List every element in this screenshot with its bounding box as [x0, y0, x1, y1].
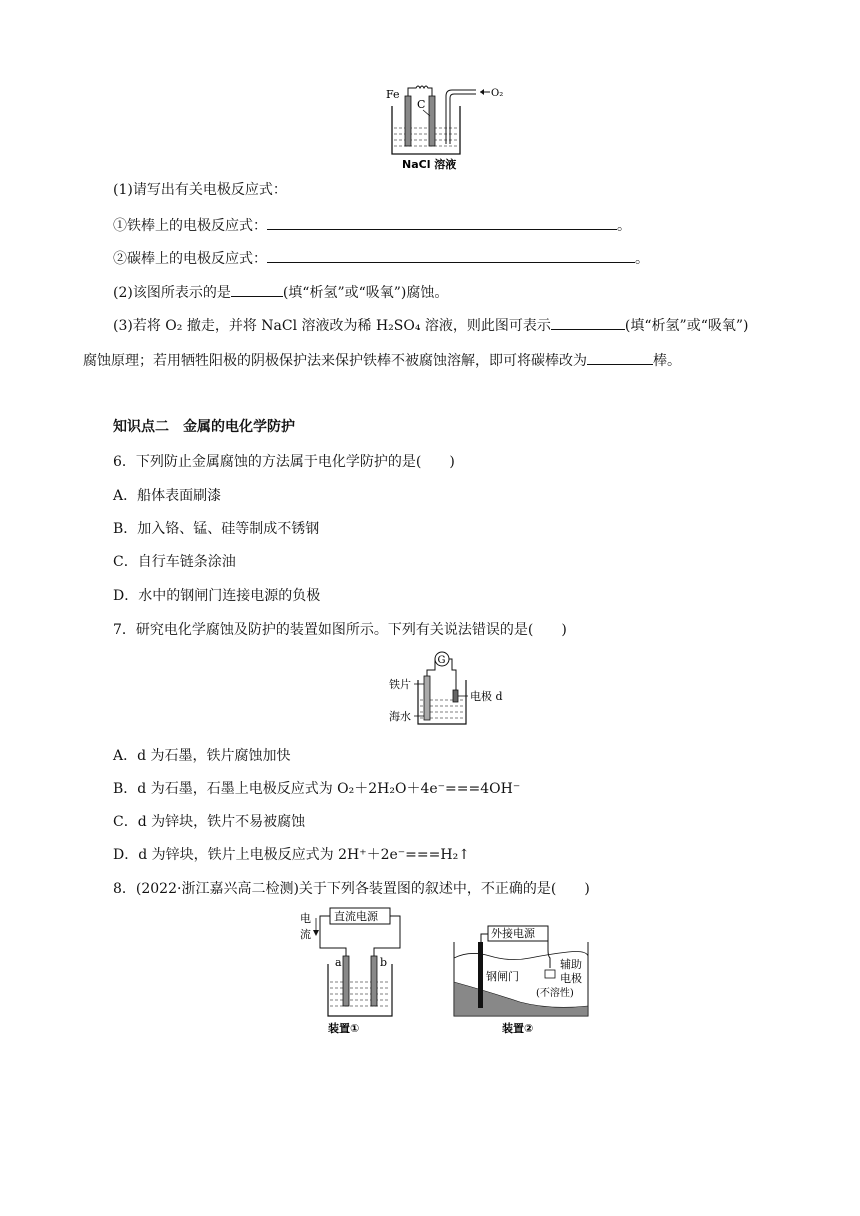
electrode-a-label: a: [335, 956, 342, 969]
part3-line2-suffix: 棒。: [653, 353, 681, 369]
q5-part2: [113, 282, 448, 303]
section-title: 知识点二 金属的电化学防护: [113, 419, 295, 435]
q5-iron-line: [113, 215, 631, 236]
q5-part3-line2: [83, 350, 681, 371]
gate-label: 钢闸门: [486, 970, 519, 983]
part3-answer-blank[interactable]: [551, 315, 625, 330]
part3-line2-prefix: 腐蚀原理；若用牺牲阳极的阴极保护法来保护铁棒不被腐蚀溶解，即可将碳棒改为: [83, 353, 587, 369]
aux-insoluble-label: (不溶性): [536, 988, 574, 999]
q7-option-d[interactable]: D．d 为锌块，铁片上电极反应式为 2H⁺＋2e⁻===H₂↑: [113, 847, 470, 863]
device1-figure: [298, 904, 418, 1036]
device2-power-label: 外接电源: [491, 927, 535, 940]
part2-suffix: (填“析氢”或“吸氧”)腐蚀。: [282, 285, 449, 301]
electrode-d-label: 电极 d: [470, 690, 503, 703]
part2-prefix: (2)该图所表示的是: [113, 285, 231, 301]
q7-stem: 7．研究电化学腐蚀及防护的装置如图所示。下列有关说法错误的是( ): [113, 622, 567, 638]
part3-prefix: (3)若将 O₂ 撤走，并将 NaCl 溶液改为稀 H₂SO₄ 溶液，则此图可表示: [113, 318, 551, 334]
q6-option-d[interactable]: D．水中的钢闸门连接电源的负极: [113, 588, 321, 604]
iron-plate-label: 铁片: [389, 678, 411, 691]
carbon-answer-blank[interactable]: [267, 248, 635, 263]
device1-power-label: 直流电源: [334, 910, 378, 923]
carbon-prefix: ②碳棒上的电极反应式：: [113, 251, 267, 267]
carbon-suffix: 。: [635, 251, 649, 267]
part2-answer-blank[interactable]: [231, 282, 283, 297]
galvanometer-label: G: [437, 655, 446, 666]
iron-answer-blank[interactable]: [267, 215, 617, 230]
q7-option-b[interactable]: B．d 为石墨，石墨上电极反应式为 O₂＋2H₂O＋4e⁻===4OH⁻: [113, 781, 521, 797]
device2-figure: [450, 922, 600, 1036]
q6-option-c[interactable]: C．自行车链条涂油: [113, 554, 236, 570]
electrode-b-label: b: [380, 956, 388, 969]
iron-prefix: ①铁棒上的电极反应式：: [113, 218, 267, 234]
fe-c-nacl-figure: [380, 84, 520, 176]
seawater-label: 海水: [389, 710, 411, 723]
q6-option-b[interactable]: B．加入铬、锰、硅等制成不锈钢: [113, 521, 320, 537]
q5-part3-line1: [113, 315, 748, 336]
device1-caption: 装置①: [328, 1022, 360, 1035]
iron-suffix: 。: [617, 218, 631, 234]
device1-current-label-1: 电: [300, 912, 311, 925]
device1-current-label-2: 流: [300, 928, 311, 941]
q5-part1: (1)请写出有关电极反应式：: [113, 182, 287, 198]
q6-option-a[interactable]: A．船体表面刷漆: [113, 488, 222, 504]
q8-stem: 8．(2022·浙江嘉兴高二检测)关于下列各装置图的叙述中，不正确的是( ): [113, 881, 590, 897]
iron-seawater-figure: [384, 650, 524, 732]
nacl-caption: NaCl 溶液: [402, 158, 457, 171]
fe-label: Fe: [386, 88, 400, 101]
device2-caption: 装置②: [502, 1022, 534, 1035]
part3-mid: (填“析氢”或“吸氧”): [624, 318, 749, 334]
c-label: C: [417, 98, 426, 111]
q7-option-c[interactable]: C．d 为锌块，铁片不易被腐蚀: [113, 814, 306, 830]
part3-rod-blank[interactable]: [587, 350, 653, 365]
o2-label: O₂: [491, 88, 504, 99]
q5-carbon-line: [113, 248, 649, 269]
aux-electrode-label-2: 电极: [560, 972, 582, 985]
q7-option-a[interactable]: A．d 为石墨，铁片腐蚀加快: [113, 748, 291, 764]
aux-electrode-label-1: 辅助: [560, 958, 582, 971]
q6-stem: 6．下列防止金属腐蚀的方法属于电化学防护的是( ): [113, 454, 455, 470]
